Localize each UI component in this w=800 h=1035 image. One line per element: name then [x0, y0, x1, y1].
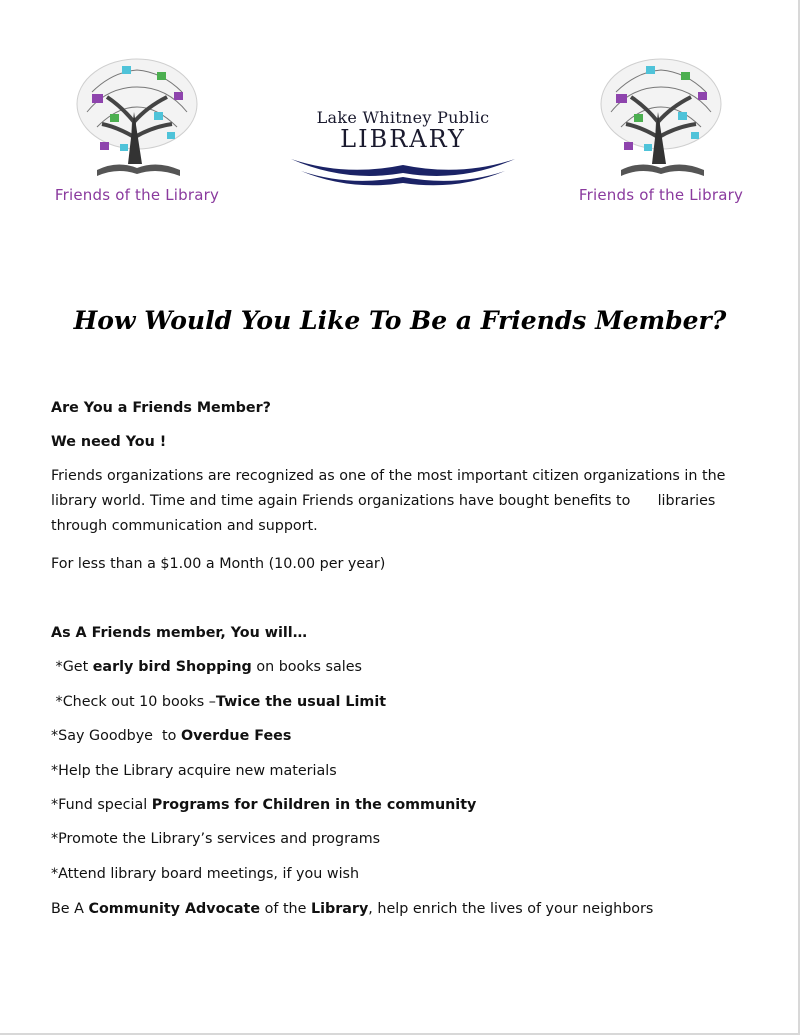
benefit-text: *Fund special	[51, 797, 152, 813]
closing-text: Be A	[51, 901, 89, 917]
membership-price: For less than a $1.00 a Month (10.00 per year)	[51, 556, 386, 572]
benefit-text: *Check out 10 books –	[51, 694, 216, 710]
closing-text: of the	[260, 901, 311, 917]
we-need-you: We need You !	[51, 434, 167, 450]
friends-of-the-library-label: Friends of the Library	[578, 186, 744, 204]
benefit-highlight: early bird Shopping	[92, 659, 252, 675]
friends-of-the-library-label: Friends of the Library	[54, 186, 220, 204]
book-tree-icon	[586, 52, 736, 182]
library-name-line1: Lake Whitney Public	[316, 108, 490, 127]
benefit-text: *Say Goodbye to	[51, 728, 181, 744]
closing-highlight: Library	[310, 901, 369, 917]
benefit-text: on books sales	[251, 659, 362, 675]
benefit-item: *Attend library board meetings, if you wish	[51, 866, 360, 882]
member-question: Are You a Friends Member?	[51, 400, 271, 416]
intro-paragraph-line: library world. Time and time again Friends organizations have bought benefits to libraries	[51, 493, 716, 509]
closing-highlight: Community Advocate	[88, 901, 261, 917]
intro-paragraph	[51, 464, 751, 539]
library-logo	[287, 108, 519, 191]
page-title: How Would You Like To Be a Friends Member?	[73, 306, 727, 335]
closing-line	[51, 899, 653, 919]
closing-text: , help enrich the lives of your neighbors	[368, 901, 654, 917]
open-book-swoosh-icon	[287, 153, 519, 187]
benefit-highlight: Twice the usual Limit	[215, 694, 387, 710]
friends-logo-left	[42, 52, 232, 204]
benefit-item	[51, 795, 476, 815]
benefit-item	[51, 657, 362, 677]
book-tree-icon	[62, 52, 212, 182]
benefit-text: *Get	[51, 659, 93, 675]
friends-logo-right	[566, 52, 756, 204]
intro-paragraph-line: through communication and support.	[51, 518, 318, 534]
benefit-item	[51, 726, 291, 746]
intro-paragraph-line: Friends organizations are recognized as one of the most important citizen organizations in the	[51, 468, 726, 484]
benefit-highlight: Overdue Fees	[180, 728, 292, 744]
benefits-heading: As A Friends member, You will…	[51, 625, 307, 641]
benefit-item: *Promote the Library’s services and programs	[51, 831, 381, 847]
benefit-item: *Help the Library acquire new materials	[51, 763, 337, 779]
library-name-line2: LIBRARY	[340, 125, 466, 153]
benefit-highlight: Programs for Children in the community	[151, 797, 477, 813]
benefit-item	[51, 692, 386, 712]
